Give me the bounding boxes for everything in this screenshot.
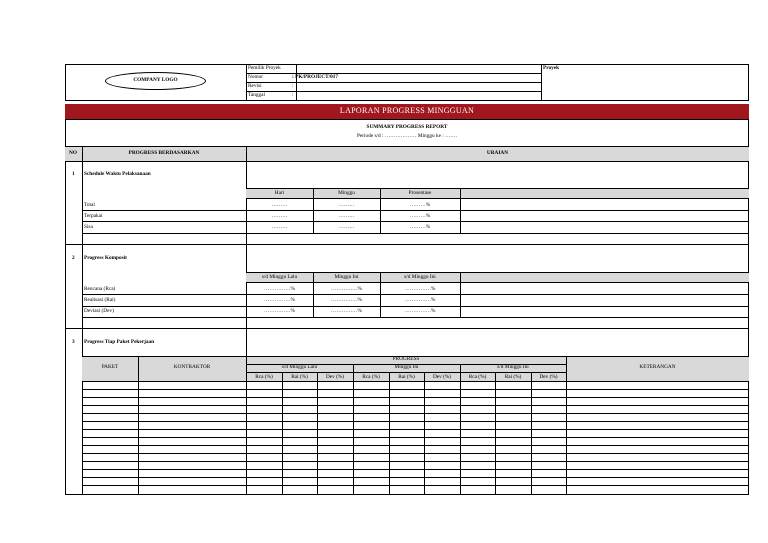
section1-col-hari: Hari xyxy=(274,190,285,196)
field-value-revisi: : xyxy=(292,83,294,89)
section1-row-terpakai: Terpakai xyxy=(84,213,103,219)
section1-total-minggu: ……… xyxy=(338,202,355,208)
sub-rai-3: Rai (%) xyxy=(504,374,522,380)
sub-rca-2: Rca (%) xyxy=(362,374,380,380)
field-value-nomor: : PK/PROJECT/017 xyxy=(292,74,339,80)
col-progress: PROGRESS BERDASARKAN xyxy=(128,150,200,156)
section1-terpakai-pct: ………% xyxy=(409,213,431,219)
section2-realisasi-c2: ……………% xyxy=(331,297,362,303)
section2-col-sd-minggu-ini: s/d Minggu Ini xyxy=(404,274,436,280)
section2-row-deviasi: Deviasi (Dev) xyxy=(84,308,114,314)
section1-row-total: Total xyxy=(84,202,95,208)
section2-rencana-c2: ……………% xyxy=(331,286,362,292)
section2-deviasi-c3: ……………% xyxy=(404,308,436,314)
field-value-tanggal: : xyxy=(292,92,294,98)
section1-total-hari: ……… xyxy=(271,202,288,208)
section3-keterangan: KETERANGAN xyxy=(639,364,676,370)
section2-realisasi-c3: ……………% xyxy=(404,297,436,303)
section2-row-rencana: Rencana (Rca) xyxy=(84,286,116,292)
section1-title: Schedule Waktu Pelaksanaan xyxy=(84,171,151,177)
section2-rencana-c1: ……………% xyxy=(264,286,295,292)
section2-deviasi-c2: ……………% xyxy=(331,308,362,314)
section3-kontraktor: KONTRAKTOR xyxy=(173,364,211,370)
section1-sisa-hari: ……… xyxy=(271,224,288,230)
section1-terpakai-minggu: ……… xyxy=(338,213,355,219)
sub-dev-1: Dev (%) xyxy=(325,374,345,380)
sub-dev-3: Dev (%) xyxy=(539,374,558,380)
section2-col-sd-minggu-lalu: s/d Minggu Lalu xyxy=(261,274,298,280)
proyek-label: Proyek xyxy=(543,65,560,71)
section3-no: 3 xyxy=(72,339,75,345)
page-title: LAPORAN PROGRESS MINGGUAN xyxy=(339,106,475,115)
section3-title: Progress Tiap Paket Pekerjaan xyxy=(84,339,155,345)
section2-no: 2 xyxy=(72,255,75,261)
section1-sisa-pct: ………% xyxy=(409,224,431,230)
sub-rca-1: Rca (%) xyxy=(255,374,273,380)
section3-paket: PAKET xyxy=(101,364,119,370)
section1-sisa-minggu: ……… xyxy=(338,224,355,230)
summary-period: Periode s/d : ……………… Minggu ke : ……. xyxy=(356,133,458,139)
col-no: NO xyxy=(69,150,77,156)
section3-group-sd-minggu-lalu: s/d Minggu Lalu xyxy=(281,364,318,370)
section3-group-sd-minggu-ini: s/d Minggu Ini xyxy=(497,364,529,370)
field-label-tanggal: Tanggal xyxy=(248,92,265,98)
field-label-pemilik: Pemilik Proyek xyxy=(248,65,281,71)
field-label-nomor: Nomor xyxy=(248,74,264,80)
field-label-revisi: Revisi xyxy=(248,83,262,89)
section1-row-sisa: Sisa xyxy=(84,224,93,230)
section3-progress: PROGRESS xyxy=(392,356,420,362)
sub-dev-2: Dev (%) xyxy=(432,374,452,380)
section1-no: 1 xyxy=(72,171,75,177)
summary-title: SUMMARY PROGRESS REPORT xyxy=(366,124,448,130)
section1-col-prosentase: Prosentase xyxy=(408,190,432,196)
section2-rencana-c3: ……………% xyxy=(404,286,436,292)
section2-title: Progress Komposit xyxy=(84,255,127,261)
section2-row-realisasi: Realisasi (Rai) xyxy=(84,297,116,303)
section1-total-pct: ………% xyxy=(409,202,431,208)
sub-rca-3: Rca (%) xyxy=(468,374,487,380)
section3-group-minggu-ini: Minggu Ini xyxy=(394,364,419,370)
col-uraian: URAIAN xyxy=(486,150,509,156)
sub-rai-2: Rai (%) xyxy=(398,374,415,380)
section2-realisasi-c1: ……………% xyxy=(264,297,295,303)
section2-col-minggu-ini: Minggu Ini xyxy=(334,274,359,280)
section1-col-minggu: Minggu xyxy=(338,190,355,196)
report-table xyxy=(65,119,749,495)
company-logo-text: COMPANY LOGO xyxy=(133,77,178,83)
sub-rai-1: Rai (%) xyxy=(291,374,308,380)
section2-deviasi-c1: ……………% xyxy=(264,308,295,314)
section1-terpakai-hari: ……… xyxy=(271,213,288,219)
